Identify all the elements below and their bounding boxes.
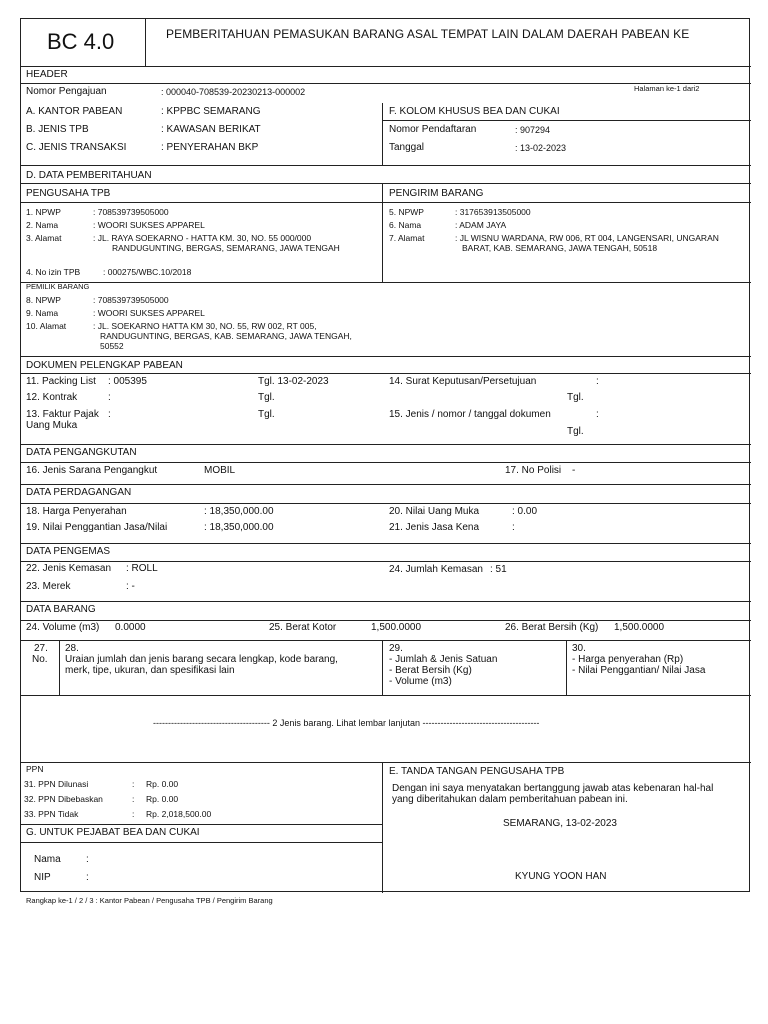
col29-line3: - Volume (m3) bbox=[389, 676, 452, 687]
pejabat-title: G. UNTUK PEJABAT BEA DAN CUKAI bbox=[26, 827, 200, 838]
pengusaha-nama-value: : WOORI SUKSES APPAREL bbox=[93, 220, 205, 230]
kantor-pabean-value: : KPPBC SEMARANG bbox=[161, 106, 261, 117]
rule bbox=[21, 444, 751, 445]
rule bbox=[21, 484, 751, 485]
pemilik-nama-label: 9. Nama bbox=[26, 308, 59, 318]
col30-line2: - Nilai Penggantian/ Nilai Jasa bbox=[572, 665, 706, 676]
pengusaha-tpb-title: PENGUSAHA TPB bbox=[26, 188, 111, 199]
pemilik-npwp-label: 8. NPWP bbox=[26, 295, 61, 305]
pejabat-nama-colon: : bbox=[86, 854, 89, 865]
rule bbox=[21, 640, 751, 641]
packing-list-date: Tgl. 13-02-2023 bbox=[258, 376, 329, 387]
ppn-dilunasi-value: Rp. 0.00 bbox=[146, 779, 179, 789]
pemilik-alamat-line1: : JL. SOEKARNO HATTA KM 30, NO. 55, RW 002, RT 005, bbox=[93, 321, 317, 331]
jumlah-kemasan-value: : 51 bbox=[490, 564, 507, 575]
nilai-penggantian-label: 19. Nilai Penggantian Jasa/Nilai bbox=[26, 522, 168, 533]
pengirim-npwp-label: 5. NPWP bbox=[389, 207, 424, 217]
ppn-dibebaskan-colon: : bbox=[132, 794, 135, 804]
rule bbox=[21, 620, 751, 621]
berat-kotor-label: 25. Berat Kotor bbox=[269, 622, 337, 633]
nilai-uang-muka-label: 20. Nilai Uang Muka bbox=[389, 506, 480, 517]
pemilik-barang-title: PEMILIK BARANG bbox=[26, 282, 90, 291]
jumlah-kemasan-label: 24. Jumlah Kemasan bbox=[389, 564, 483, 575]
pemilik-alamat-line2: RANDUGUNTING, BERGAS, KAB. SEMARANG, JAWA TENGAH, bbox=[100, 331, 352, 341]
no-polisi-label: 17. No Polisi bbox=[505, 465, 562, 476]
berat-bersih-label: 26. Berat Bersih (Kg) bbox=[505, 622, 599, 633]
harga-penyerahan-label: 18. Harga Penyerahan bbox=[26, 506, 127, 517]
rule bbox=[21, 373, 751, 374]
surat-keputusan-date: Tgl. bbox=[567, 392, 584, 403]
rule bbox=[21, 202, 751, 203]
ppn-tidak-colon: : bbox=[132, 809, 135, 819]
rule bbox=[21, 165, 751, 166]
ppn-tidak-label: 33. PPN Tidak bbox=[24, 809, 79, 819]
pengusaha-npwp-value: : 708539739505000 bbox=[93, 207, 169, 217]
jenis-sarana-label: 16. Jenis Sarana Pengangkut bbox=[26, 465, 158, 476]
kontrak-date: Tgl. bbox=[258, 392, 275, 403]
kantor-pabean-label: A. KANTOR PABEAN bbox=[26, 106, 123, 117]
pejabat-nip-colon: : bbox=[86, 872, 89, 883]
pengusaha-izin-label: 4. No izin TPB bbox=[26, 267, 81, 277]
pemilik-nama-value: : WOORI SUKSES APPAREL bbox=[93, 308, 205, 318]
nama-penandatangan: KYUNG YOON HAN bbox=[515, 871, 607, 882]
faktur-pajak-label-2: Uang Muka bbox=[26, 420, 78, 431]
col27-number: 27. bbox=[34, 643, 48, 654]
document-title: PEMBERITAHUAN PEMASUKAN BARANG ASAL TEMPAT LAIN DALAM DAERAH PABEAN KE bbox=[166, 27, 690, 41]
col29-line1: - Jumlah & Jenis Satuan bbox=[389, 654, 498, 665]
pemilik-alamat-line3: 50552 bbox=[100, 341, 124, 351]
nomor-pendaftaran-value: : 907294 bbox=[515, 125, 551, 135]
pengusaha-alamat-label: 3. Alamat bbox=[26, 233, 62, 243]
faktur-pajak-date: Tgl. bbox=[258, 409, 275, 420]
ppn-tidak-value: Rp. 2,018,500.00 bbox=[146, 809, 212, 819]
kontrak-label: 12. Kontrak bbox=[26, 392, 78, 403]
data-pengangkutan-title: DATA PENGANGKUTAN bbox=[26, 447, 137, 458]
nomor-pengajuan-value: : 000040-708539-20230213-000002 bbox=[161, 87, 306, 97]
rule bbox=[382, 103, 383, 165]
nomor-pendaftaran-label: Nomor Pendaftaran bbox=[389, 124, 477, 135]
pengusaha-izin-value: : 000275/WBC.10/2018 bbox=[103, 267, 192, 277]
rule bbox=[21, 762, 751, 763]
kolom-bea-cukai-title: F. KOLOM KHUSUS BEA DAN CUKAI bbox=[389, 106, 560, 117]
rule bbox=[21, 282, 751, 283]
rule bbox=[21, 561, 751, 562]
rule bbox=[145, 19, 146, 66]
nomor-pengajuan-label: Nomor Pengajuan bbox=[26, 86, 107, 97]
no-polisi-value: - bbox=[572, 465, 576, 476]
jenis-dokumen-colon: : bbox=[596, 409, 599, 420]
data-barang-title: DATA BARANG bbox=[26, 604, 96, 615]
faktur-pajak-colon: : bbox=[108, 409, 111, 420]
rule bbox=[21, 824, 382, 825]
pengirim-npwp-value: : 317653913505000 bbox=[455, 207, 531, 217]
surat-keputusan-colon: : bbox=[596, 376, 599, 387]
bc40-form bbox=[20, 18, 750, 892]
volume-label: 24. Volume (m3) bbox=[26, 622, 100, 633]
pengirim-alamat-line2: BARAT, KAB. SEMARANG, JAWA TENGAH, 50518 bbox=[462, 243, 658, 253]
rule bbox=[382, 762, 383, 893]
ppn-dilunasi-label: 31. PPN Dilunasi bbox=[24, 779, 89, 789]
merek-value: : - bbox=[126, 581, 135, 592]
pengirim-nama-label: 6. Nama bbox=[389, 220, 422, 230]
faktur-pajak-label: 13. Faktur Pajak bbox=[26, 409, 99, 420]
rule bbox=[21, 462, 751, 463]
rule bbox=[21, 695, 751, 696]
harga-penyerahan-value: : 18,350,000.00 bbox=[204, 506, 274, 517]
pengusaha-alamat-line2: RANDUGUNTING, BERGAS, SEMARANG, JAWA TENGAH bbox=[112, 243, 340, 253]
ppn-dibebaskan-value: Rp. 0.00 bbox=[146, 794, 179, 804]
pemilik-alamat-label: 10. Alamat bbox=[26, 321, 67, 331]
pengirim-alamat-label: 7. Alamat bbox=[389, 233, 425, 243]
volume-value: 0.0000 bbox=[115, 622, 146, 633]
dokumen-pelengkap-title: DOKUMEN PELENGKAP PABEAN bbox=[26, 360, 183, 371]
col28-line1: Uraian jumlah dan jenis barang secara lengkap, kode barang, bbox=[65, 654, 338, 665]
ppn-dibebaskan-label: 32. PPN Dibebaskan bbox=[24, 794, 103, 804]
rule bbox=[382, 640, 383, 695]
col27-text: No. bbox=[32, 654, 48, 665]
jenis-dokumen-label: 15. Jenis / nomor / tanggal dokumen bbox=[389, 409, 551, 420]
form-code: BC 4.0 bbox=[47, 29, 115, 54]
jenis-transaksi-value: : PENYERAHAN BKP bbox=[161, 142, 259, 153]
kontrak-colon: : bbox=[108, 392, 111, 403]
data-pengemas-title: DATA PENGEMAS bbox=[26, 546, 111, 557]
pejabat-nip-label: NIP bbox=[34, 872, 51, 883]
packing-list-label: 11. Packing List bbox=[26, 376, 96, 387]
data-pemberitahuan-title: D. DATA PEMBERITAHUAN bbox=[26, 170, 152, 181]
nilai-uang-muka-value: : 0.00 bbox=[512, 506, 538, 517]
page-indicator: Halaman ke-1 dari2 bbox=[634, 84, 700, 93]
ppn-title: PPN bbox=[26, 764, 44, 774]
tanggal-label: Tanggal bbox=[389, 142, 425, 153]
rule bbox=[21, 601, 751, 602]
col29-number: 29. bbox=[389, 643, 403, 654]
tempat-tanggal: SEMARANG, 13-02-2023 bbox=[503, 818, 617, 829]
section-header-title: HEADER bbox=[26, 69, 68, 80]
rule bbox=[21, 183, 751, 184]
jenis-sarana-value: MOBIL bbox=[204, 465, 236, 476]
berat-bersih-value: 1,500.0000 bbox=[614, 622, 665, 633]
ppn-dilunasi-colon: : bbox=[132, 779, 135, 789]
jenis-kemasan-label: 22. Jenis Kemasan bbox=[26, 563, 112, 574]
rule bbox=[21, 842, 382, 843]
pengusaha-npwp-label: 1. NPWP bbox=[26, 207, 61, 217]
rule bbox=[21, 66, 751, 67]
jenis-jasa-label: 21. Jenis Jasa Kena bbox=[389, 522, 480, 533]
jenis-transaksi-label: C. JENIS TRANSAKSI bbox=[26, 142, 127, 153]
rangkap-note: Rangkap ke-1 / 2 / 3 : Kantor Pabean / Pengusaha TPB / Pengirim Barang bbox=[26, 896, 273, 905]
surat-keputusan-label: 14. Surat Keputusan/Persetujuan bbox=[389, 376, 537, 387]
packing-list-value: : 005395 bbox=[108, 376, 147, 387]
berat-kotor-value: 1,500.0000 bbox=[371, 622, 422, 633]
rule bbox=[59, 640, 60, 695]
pengusaha-alamat-line1: : JL. RAYA SOEKARNO - HATTA KM. 30, NO. 55 000/000 bbox=[93, 233, 312, 243]
pernyataan-line2: yang diberitahukan dalam pemberitahuan pabean ini. bbox=[392, 794, 628, 805]
col28-line2: merk, tipe, ukuran, dan spesifikasi lain bbox=[65, 665, 235, 676]
pengirim-barang-title: PENGIRIM BARANG bbox=[389, 188, 484, 199]
rule bbox=[382, 183, 383, 282]
rule bbox=[21, 543, 751, 544]
pengirim-alamat-line1: : JL WISNU WARDANA, RW 006, RT 004, LANGENSARI, UNGARAN bbox=[455, 233, 719, 243]
tanggal-value: : 13-02-2023 bbox=[515, 143, 567, 153]
pejabat-nama-label: Nama bbox=[34, 854, 61, 865]
jenis-kemasan-value: : ROLL bbox=[126, 563, 158, 574]
rule bbox=[21, 356, 751, 357]
merek-label: 23. Merek bbox=[26, 581, 71, 592]
data-perdagangan-title: DATA PERDAGANGAN bbox=[26, 487, 132, 498]
col30-number: 30. bbox=[572, 643, 586, 654]
lanjutan-note: --------------------------------------- 2 Jenis barang. Lihat lembar lanjutan --------------------------------------- bbox=[153, 718, 540, 728]
pengirim-nama-value: : ADAM JAYA bbox=[455, 220, 507, 230]
rule bbox=[21, 503, 751, 504]
pengusaha-nama-label: 2. Nama bbox=[26, 220, 59, 230]
jenis-tpb-value: : KAWASAN BERIKAT bbox=[161, 124, 261, 135]
jenis-tpb-label: B. JENIS TPB bbox=[26, 124, 89, 135]
pernyataan-line1: Dengan ini saya menyatakan bertanggung jawab atas kebenaran hal-hal bbox=[392, 783, 714, 794]
rule bbox=[382, 120, 751, 121]
jenis-jasa-value: : bbox=[512, 522, 515, 533]
col28-number: 28. bbox=[65, 643, 79, 654]
tanda-tangan-title: E. TANDA TANGAN PENGUSAHA TPB bbox=[389, 766, 565, 777]
rule bbox=[566, 640, 567, 695]
nilai-penggantian-value: : 18,350,000.00 bbox=[204, 522, 274, 533]
col30-line1: - Harga penyerahan (Rp) bbox=[572, 654, 684, 665]
col29-line2: - Berat Bersih (Kg) bbox=[389, 665, 472, 676]
jenis-dokumen-date: Tgl. bbox=[567, 426, 584, 437]
pemilik-npwp-value: : 708539739505000 bbox=[93, 295, 169, 305]
